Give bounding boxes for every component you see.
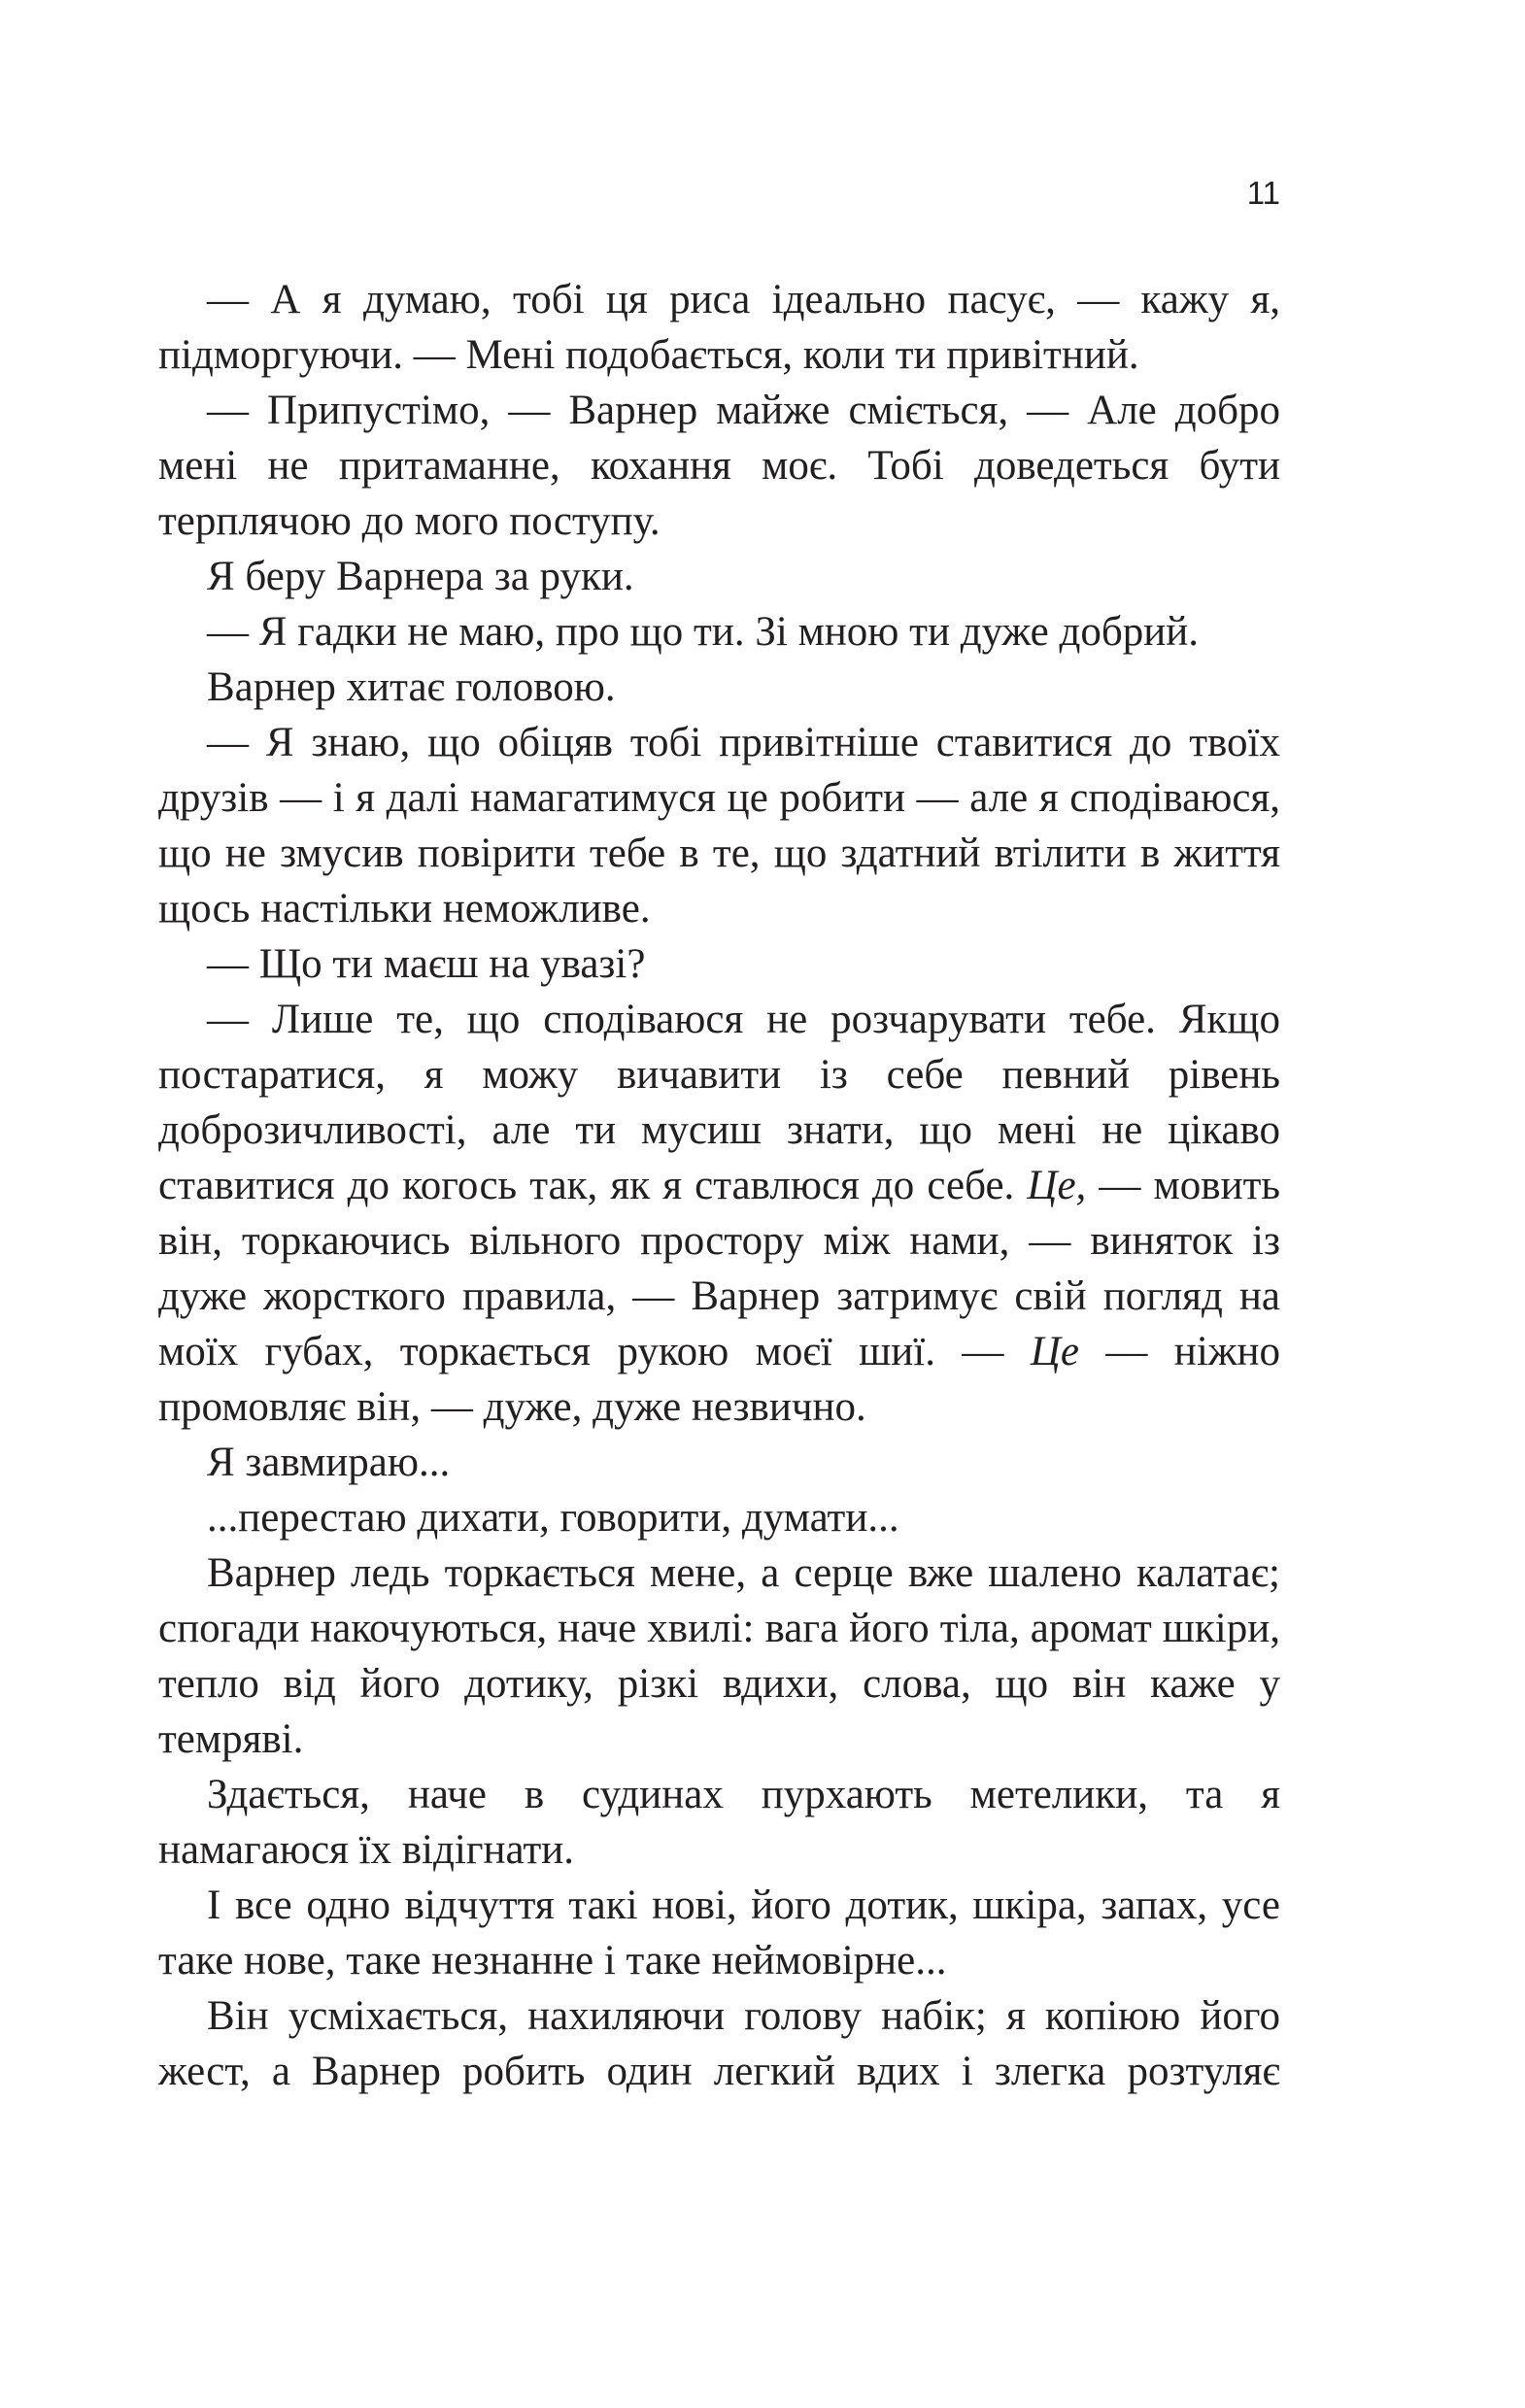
- paragraph: — Я гадки не маю, про що ти. Зі мною ти дуже добрий.: [207, 609, 1200, 655]
- paragraph: Я беру Варнера за руки.: [207, 554, 634, 599]
- page-number: 11: [1246, 175, 1280, 211]
- paragraph: І все одно відчуття такі нові, його дотик, шкіра, запах, усе таке нове, таке незнанне і таке неймовірне...: [158, 1882, 1280, 1984]
- paragraph: Варнер ледь торкається мене, а серце вже шалено калатає; спогади накочуються, наче хвилі: вага його тіла, аромат шкіри, тепло від його дотику, різкі вдихи, слова, що він каже у темряві.: [158, 1550, 1280, 1762]
- paragraph: — А я думаю, тобі ця риса ідеально пасує, — кажу я, підморгуючи. — Мені подобається, коли ти привітний.: [158, 277, 1280, 378]
- paragraph: Варнер хитає головою.: [207, 664, 616, 710]
- paragraph: Здається, наче в судинах пурхають метелики, та я намагаюся їх відігнати.: [158, 1772, 1280, 1873]
- italic-run: Це: [1030, 1329, 1079, 1374]
- text-run: — Лише те, що сподіваюся не розчарувати тебе. Якщо постаратися, я можу вичавити із себе певний рівень доброзичливості, але ти мусиш знати, що мені не цікаво ставитися до когось так, як я ставлюся до себе.: [158, 997, 1280, 1208]
- paragraph: ...перестаю дихати, говорити, думати...: [207, 1495, 899, 1541]
- paragraph: — Припустімо, — Варнер майже сміється, — Але добро мені не притаманне, кохання моє. Тобі доведеться бути терплячою до мого поступу.: [158, 388, 1280, 544]
- body-text: [158, 272, 1280, 2099]
- paragraph: Він усміхається, нахиляючи голову набік; я копіюю його жест, а Варнер робить один легкий вдих і злегка розтуляє: [158, 1993, 1280, 2094]
- text-run: — ніжно промовляє він, — дуже, дуже незвично.: [158, 1329, 1280, 1430]
- paragraph: — Що ти маєш на увазі?: [207, 941, 646, 987]
- italic-run: Це,: [1027, 1163, 1087, 1208]
- paragraph-with-italics: [158, 992, 1280, 1435]
- paragraph: Я завмираю...: [207, 1440, 451, 1485]
- paragraph: — Я знаю, що обіцяв тобі привітніше ставитися до твоїх друзів — і я далі намагатимуся це робити — але я сподіваюся, що не змусив повірити тебе в те, що здатний втілити в життя щось настільки неможливе.: [158, 720, 1280, 932]
- text-run: — мовить він, торкаючись вільного простору між нами, — виняток із дуже жорсткого правила, — Варнер затримує свій погляд на моїх губах, торкається рукою моєї шиї. —: [158, 1163, 1280, 1374]
